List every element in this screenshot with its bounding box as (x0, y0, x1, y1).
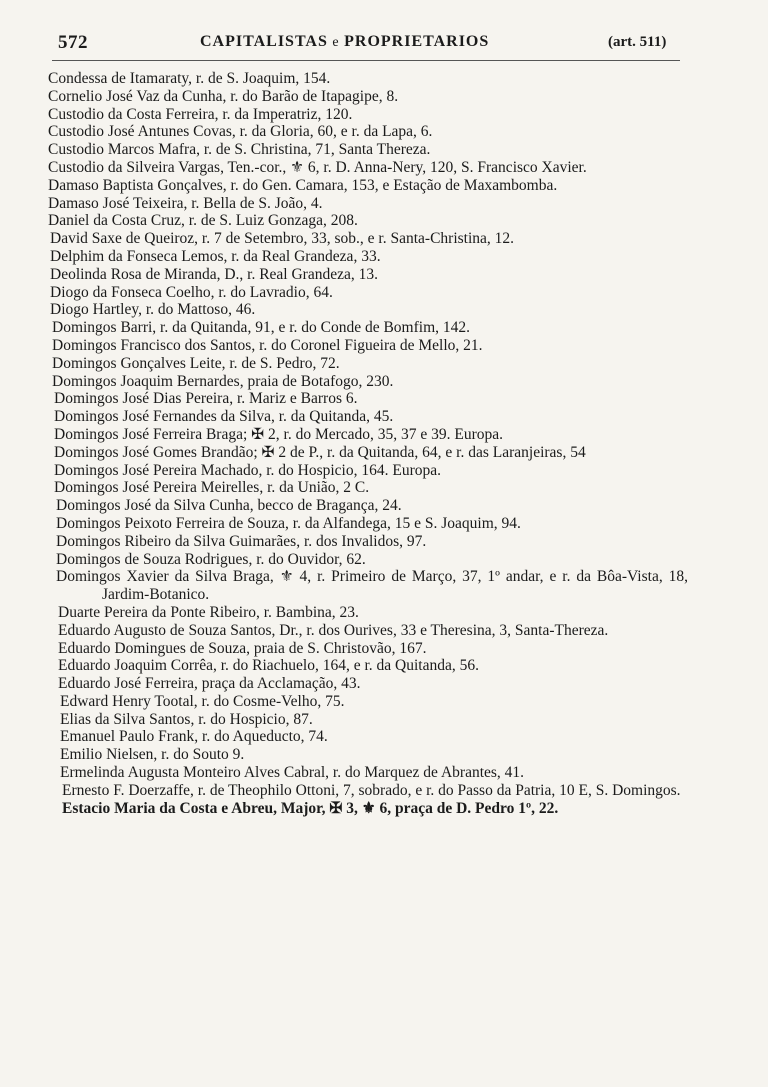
directory-entry: Domingos Joaquim Bernardes, praia de Botafogo, 230. (52, 372, 394, 390)
directory-entry: Domingos José da Silva Cunha, becco de Bragança, 24. (56, 497, 402, 515)
directory-entry: Duarte Pereira da Ponte Ribeiro, r. Bambina, 23. (58, 603, 359, 621)
directory-entry: Diogo da Fonseca Coelho, r. do Lavradio, 64. (50, 283, 333, 301)
directory-entry: Eduardo Joaquim Corrêa, r. do Riachuelo, 164, e r. da Quitanda, 56. (58, 657, 479, 675)
directory-entry: Custodio da Costa Ferreira, r. da Imperatriz, 120. (48, 105, 353, 123)
directory-entry: Cornelio José Vaz da Cunha, r. do Barão de Itapagipe, 8. (48, 87, 399, 105)
directory-entry: Domingos Gonçalves Leite, r. de S. Pedro, 72. (52, 354, 340, 372)
section-reference: (art. 511) (608, 34, 667, 50)
directory-entry-list (48, 70, 688, 817)
directory-entry: Delphim da Fonseca Lemos, r. da Real Grandeza, 33. (50, 247, 381, 265)
directory-entry: Eduardo Augusto de Souza Santos, Dr., r. dos Ourives, 33 e Theresina, 3, Santa-Thereza. (58, 621, 609, 639)
directory-entry: Ermelinda Augusta Monteiro Alves Cabral, r. do Marquez de Abrantes, 41. (60, 764, 525, 782)
directory-entry: Domingos Francisco dos Santos, r. do Coronel Figueira de Mello, 21. (52, 336, 483, 354)
running-title-capitalistas: CAPITALISTAS (200, 33, 328, 50)
directory-entry: Domingos Ribeiro da Silva Guimarães, r. dos Invalidos, 97. (56, 532, 427, 550)
directory-entry: Diogo Hartley, r. do Mattoso, 46. (50, 301, 256, 319)
directory-entry: Custodio da Silveira Vargas, Ten.-cor., ⚜ 6, r. D. Anna-Nery, 120, S. Francisco Xavier. (48, 158, 587, 176)
directory-entry: Domingos Barri, r. da Quitanda, 91, e r. do Conde de Bomfim, 142. (52, 319, 471, 337)
page-number: 572 (58, 32, 88, 53)
directory-entry: Damaso José Teixeira, r. Bella de S. João, 4. (48, 194, 323, 212)
directory-entry: Domingos José Fernandes da Silva, r. da Quitanda, 45. (54, 408, 394, 426)
running-title (200, 33, 489, 51)
directory-entry: Ernesto F. Doerzaffe, r. de Theophilo Ottoni, 7, sobrado, e r. do Passo da Patria, 10 E, S. Domingos. (62, 781, 681, 799)
directory-entry: Eduardo Domingues de Souza, praia de S. Christovão, 167. (58, 639, 427, 657)
directory-entry: Eduardo José Ferreira, praça da Acclamação, 43. (58, 675, 361, 693)
directory-entry: Emanuel Paulo Frank, r. do Aqueducto, 74. (60, 728, 328, 746)
directory-entry: Deolinda Rosa de Miranda, D., r. Real Grandeza, 13. (50, 265, 378, 283)
directory-entry: Domingos José Pereira Meirelles, r. da União, 2 C. (54, 479, 370, 497)
directory-entry: Domingos Peixoto Ferreira de Souza, r. da Alfandega, 15 e S. Joaquim, 94. (56, 514, 521, 532)
directory-entry: Custodio José Antunes Covas, r. da Gloria, 60, e r. da Lapa, 6. (48, 123, 433, 141)
directory-entry: Condessa de Itamaraty, r. de S. Joaquim, 154. (48, 70, 331, 87)
directory-entry: Estacio Maria da Costa e Abreu, Major, ✠ 3, ⚜ 6, praça de D. Pedro 1º, 22. (62, 799, 559, 817)
directory-entry: Damaso Baptista Gonçalves, r. do Gen. Camara, 153, e Estação de Maxambomba. (48, 176, 558, 194)
directory-entry: Domingos José Gomes Brandão; ✠ 2 de P., r. da Quitanda, 64, e r. das Laranjeiras, 54 (54, 443, 586, 461)
directory-entry: Domingos de Souza Rodrigues, r. do Ouvidor, 62. (56, 550, 366, 568)
directory-entry: Domingos José Pereira Machado, r. do Hospicio, 164. Europa. (54, 461, 442, 479)
header-divider (52, 60, 680, 61)
directory-entry: Domingos José Dias Pereira, r. Mariz e Barros 6. (54, 390, 358, 408)
directory-entry: Custodio Marcos Mafra, r. de S. Christina, 71, Santa Thereza. (48, 141, 431, 159)
running-title-proprietarios: PROPRIETARIOS (344, 33, 490, 50)
running-header (0, 32, 768, 56)
running-title-conjunction: e (327, 35, 345, 50)
directory-entry: Emilio Nielsen, r. do Souto 9. (60, 746, 245, 764)
directory-entry: Edward Henry Tootal, r. do Cosme-Velho, 75. (60, 692, 345, 710)
directory-entry: Domingos José Ferreira Braga; ✠ 2, r. do Mercado, 35, 37 e 39. Europa. (54, 425, 504, 443)
directory-entry: Elias da Silva Santos, r. do Hospicio, 87. (60, 710, 313, 728)
directory-entry: David Saxe de Queiroz, r. 7 de Setembro, 33, sob., e r. Santa-Christina, 12. (50, 230, 515, 248)
directory-entry: Domingos Xavier da Silva Braga, ⚜ 4, r. Primeiro de Março, 37, 1º andar, e r. da Bôa-Vista, 18, Jardim-Botanico. (56, 568, 688, 604)
directory-entry: Daniel da Costa Cruz, r. de S. Luiz Gonzaga, 208. (48, 212, 358, 230)
